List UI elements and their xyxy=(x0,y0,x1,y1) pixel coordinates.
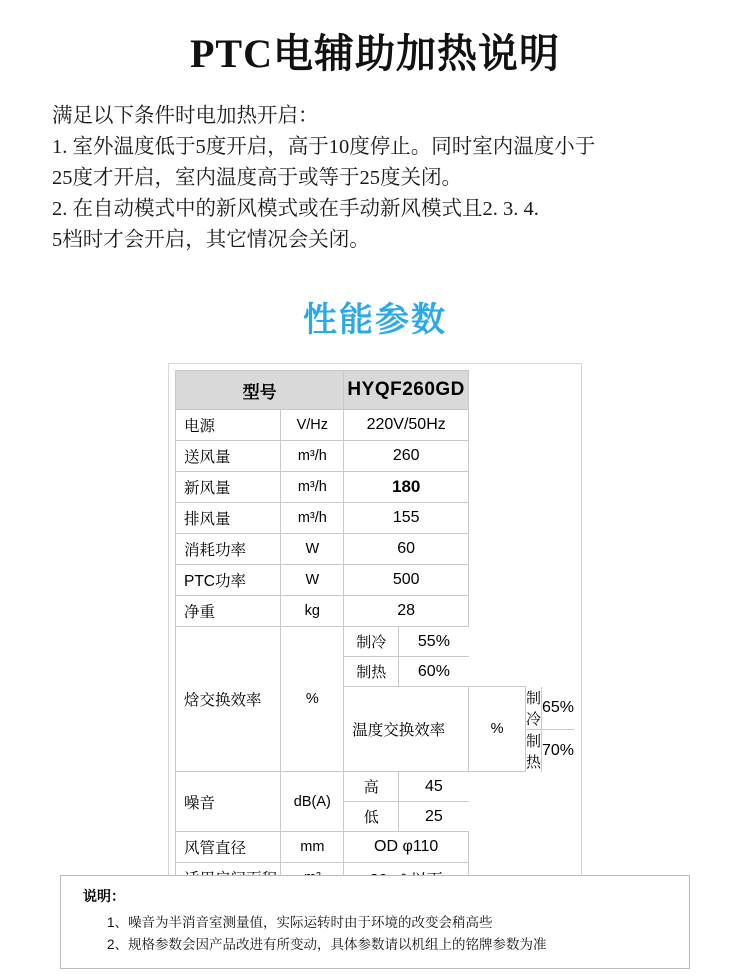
row-value: 220V/50Hz xyxy=(344,410,469,441)
row-unit: W xyxy=(281,565,344,596)
row-unit: m³/h xyxy=(281,503,344,534)
row-value: 180 xyxy=(344,472,469,503)
table-row xyxy=(176,832,575,863)
table-row xyxy=(176,565,575,596)
table-row xyxy=(176,596,575,627)
row-unit: dB(A) xyxy=(281,772,344,832)
spec-table-container xyxy=(168,363,582,901)
row-value: 500 xyxy=(344,565,469,596)
row-sub-label: 低 xyxy=(344,802,399,832)
row-value: OD φ110 xyxy=(344,832,469,863)
row-label: PTC功率 xyxy=(176,565,281,596)
table-row xyxy=(176,627,575,687)
row-sub-value: 65% xyxy=(541,687,574,730)
table-row xyxy=(176,534,575,565)
row-label: 净重 xyxy=(176,596,281,627)
header-model-value: HYQF260GD xyxy=(344,371,469,410)
notes-title: 说明： xyxy=(83,888,125,904)
row-sub-value: 55% xyxy=(399,627,469,657)
row-unit: % xyxy=(469,687,526,772)
row-sub-label: 制热 xyxy=(526,729,542,772)
intro-line-2: 25度才开启，室内温度高于或等于25度关闭。 xyxy=(52,167,462,189)
row-unit: m³/h xyxy=(281,472,344,503)
row-sub-label: 制冷 xyxy=(526,687,542,730)
row-sub-label: 制热 xyxy=(344,657,399,687)
intro-lead: 满足以下条件时电加热开启： xyxy=(52,105,319,127)
row-label: 焓交换效率 xyxy=(176,627,281,772)
row-unit: m³/h xyxy=(281,441,344,472)
row-unit: V/Hz xyxy=(281,410,344,441)
header-label-model: 型号 xyxy=(176,371,344,410)
notes-item-1: 1、噪音为半消音室测量值，实际运转时由于环境的改变会稍高些 xyxy=(107,915,493,930)
row-label: 风管直径 xyxy=(176,832,281,863)
row-sub-label: 制冷 xyxy=(344,627,399,657)
row-label: 送风量 xyxy=(176,441,281,472)
row-value: 28 xyxy=(344,596,469,627)
table-row xyxy=(176,441,575,472)
row-value: 260 xyxy=(344,441,469,472)
section-title-performance: 性能参数 xyxy=(303,301,447,339)
intro-line-4: 5档时才会开启，其它情况会关闭。 xyxy=(52,229,370,251)
row-unit: kg xyxy=(281,596,344,627)
row-label: 新风量 xyxy=(176,472,281,503)
row-sub-value: 25 xyxy=(399,802,469,832)
table-row xyxy=(176,503,575,534)
table-header-row xyxy=(176,371,575,410)
row-label: 电源 xyxy=(176,410,281,441)
row-label: 消耗功率 xyxy=(176,534,281,565)
table-row xyxy=(176,772,575,832)
notes-item-2: 2、规格参数会因产品改进有所变动，具体参数请以机组上的铭牌参数为准 xyxy=(107,937,547,952)
row-unit: % xyxy=(281,627,344,772)
row-label: 噪音 xyxy=(176,772,281,832)
intro-paragraph xyxy=(52,101,712,256)
row-sub-value: 60% xyxy=(399,657,469,687)
table-row xyxy=(176,472,575,503)
row-value: 155 xyxy=(344,503,469,534)
row-label: 温度交换效率 xyxy=(344,687,469,772)
row-sub-label: 高 xyxy=(344,772,399,802)
intro-line-1: 1. 室外温度低于5度开启，高于10度停止。同时室内温度小于 xyxy=(52,136,596,158)
page-title: PTC电辅助加热说明 xyxy=(190,31,560,76)
row-unit: W xyxy=(281,534,344,565)
row-sub-value: 70% xyxy=(541,729,574,772)
row-value: 60 xyxy=(344,534,469,565)
row-sub-value: 45 xyxy=(399,772,469,802)
row-unit: mm xyxy=(281,832,344,863)
notes-box xyxy=(60,875,690,969)
row-label: 排风量 xyxy=(176,503,281,534)
intro-line-3: 2. 在自动模式中的新风模式或在手动新风模式且2. 3. 4. xyxy=(52,198,539,220)
spec-table xyxy=(175,370,575,894)
table-row xyxy=(176,410,575,441)
